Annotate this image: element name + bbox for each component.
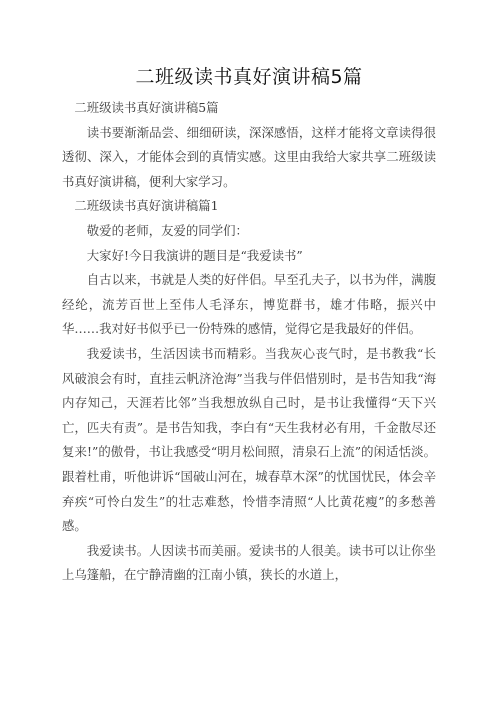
document-body <box>62 96 436 588</box>
greeting-line: 大家好!今日我演讲的题目是“我爱读书” <box>86 247 303 263</box>
body-paragraph: 自古以来，书就是人类的好伴侣。早至孔夫子，以书为伴，满腹经纶，流芳百世上至伟人毛泽东，博览群书，雄才伟略，振兴中华……我对好书似乎已一份特殊的感情，觉得它是我最好的伴侣。 <box>62 272 436 337</box>
salutation-line: 敬爱的老师，友爱的同学们： <box>86 222 248 238</box>
body-paragraph: 我爱读书。人因读书而美丽。爱读书的人很美。读书可以让你坐上乌篷船，在宁静清幽的江南小镇，狭长的水道上， <box>62 542 436 583</box>
document-title: 二班级读书真好演讲稿5篇 <box>135 66 363 88</box>
section-heading: 二班级读书真好演讲稿篇1 <box>74 198 219 214</box>
body-paragraph: 我爱读书，生活因读书而精彩。当我灰心丧气时，是书教我“长风破浪会有时，直挂云帆济沧海”当我与伴侣惜别时，是书告知我“海内存知己，天涯若比邻”当我想放纵自己时，是书让我懂得“天下兴亡，匹夫有责”。是书告知我，李白有“天生我材必有用，千金散尽还复来!”的傲骨，书让我感受“明月松间照，清泉石上流”的闲适恬淡。跟着杜甫，听他讲诉“国破山河在，城春草木深”的忧国忧民，体会辛弃疾“可怜白发生”的壮志难愁，怜惜李清照“人比黄花瘦”的多愁善感。 <box>62 345 436 534</box>
intro-paragraph: 读书要渐渐品尝、细细研读，深深感悟，这样才能将文章读得很透彻、深入，才能体会到的真情实感。这里由我给大家共享二班级读书真好演讲稿，便利大家学习。 <box>62 124 436 189</box>
subtitle-line: 二班级读书真好演讲稿5篇 <box>74 100 219 115</box>
